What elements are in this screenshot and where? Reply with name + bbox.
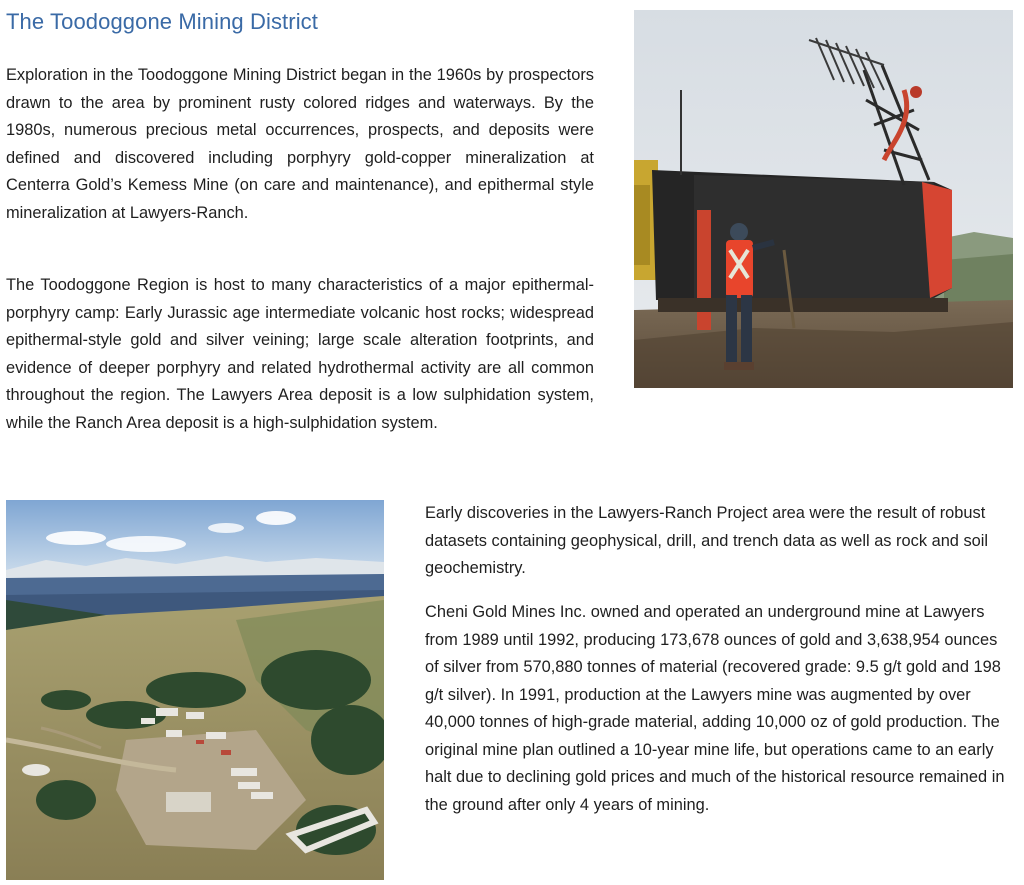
region-paragraph: The Toodoggone Region is host to many characteristics of a major epithermal-porphyry camp: Early Jurassic age intermediate volcanic host rocks; widespread epithermal-style gold and silver veining; large scale alteration footprints, and evidence of deeper porphyry and related hydrothermal activity are all common throughout the region. The Lawyers Area deposit is a low sulphidation system, while the Ranch Area deposit is a high-sulphidation system. <box>6 276 594 432</box>
mine-history-paragraph: Cheni Gold Mines Inc. owned and operated an underground mine at Lawyers from 1989 until 1992, producing 173,678 ounces of gold and 3,638,954 ounces of silver from 570,880 tonnes of material (recovered grade: 9.5 g/t gold and 198 g/t silver). In 1991, production at the Lawyers mine was augmented by over 40,000 tonnes of high-grade material, adding 10,000 oz of gold production. The original mine plan outlined a 10-year mine life, but operations came to an early halt due to declining gold prices and much of the historical resource remained in the ground after only 4 years of mining. <box>425 603 1005 814</box>
camp-aerial-photo <box>6 500 384 880</box>
intro-paragraph: Exploration in the Toodoggone Mining District began in the 1960s by prospectors drawn to the area by prominent rusty colored ridges and waterways. By the 1980s, numerous precious metal occurrences, prospects, and deposits were defined and discovered including porphyry gold-copper mineralization at Centerra Gold’s Kemess Mine (on care and maintenance), and epithermal style mineralization at Lawyers-Ranch. <box>6 66 594 222</box>
drill-rig-photo <box>634 10 1013 388</box>
page-title: The Toodoggone Mining District <box>6 9 318 34</box>
discoveries-paragraph: Early discoveries in the Lawyers-Ranch Project area were the result of robust datasets containing geophysical, drill, and trench data as well as rock and soil geochemistry. <box>425 504 989 577</box>
